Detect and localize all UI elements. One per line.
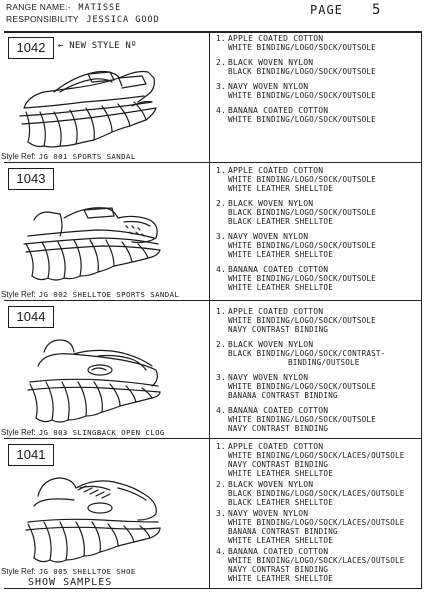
slingback-open-clog-sketch: [14, 330, 164, 426]
colourway-item: 1. APPLE COATED COTTON WHITE BINDING/LOGO/SOCK/OUTSOLE NAVY CONTRAST BINDING: [216, 307, 376, 334]
colourway-item: 3. NAVY WOVEN NYLON WHITE BINDING/LOGO/SOCK/LACES/OUTSOLE BANANA CONTRAST BINDING WHITE LEATHER SHELLTOE: [216, 509, 405, 545]
top-rule: [4, 31, 422, 33]
colourway-list: [216, 442, 421, 585]
style-ref: [1, 290, 179, 299]
style-ref: [1, 567, 136, 576]
colourway-item: 3. NAVY WOVEN NYLON WHITE BINDING/LOGO/SOCK/OUTSOLE: [216, 82, 376, 100]
row-divider-1: [4, 162, 422, 163]
colourway-item: 2. BLACK WOVEN NYLON BLACK BINDING/LOGO/SOCK/CONTRAST- BINDING/OUTSOLE: [216, 340, 386, 367]
range-name-row: [6, 2, 121, 14]
style-ref-value: JG 002 SHELLTOE SPORTS SANDAL: [38, 290, 180, 299]
style-number-box: 1044: [8, 306, 54, 328]
new-style-note: ← NEW STYLE Nº: [58, 41, 137, 51]
style-ref-label: Style Ref:: [1, 152, 36, 161]
range-name-label: RANGE NAME:-: [6, 2, 71, 12]
colourway-list: [216, 166, 421, 298]
colourway-item: 1. APPLE COATED COTTON WHITE BINDING/LOGO/SOCK/OUTSOLE: [216, 34, 376, 52]
style-ref: [1, 428, 165, 437]
colourway-item: 3. NAVY WOVEN NYLON WHITE BINDING/LOGO/SOCK/OUTSOLE WHITE LEATHER SHELLTOE: [216, 232, 376, 259]
style-ref-value: JG 005 SHELLTOE SHOE: [38, 567, 136, 576]
style-number-box: 1042: [8, 37, 54, 59]
responsibility-label: RESPONSIBILITY: [6, 14, 79, 24]
page-label: PAGE: [310, 3, 343, 17]
colourway-list: [216, 34, 421, 130]
style-ref-label: Style Ref:: [1, 428, 36, 437]
colourway-item: 2. BLACK WOVEN NYLON BLACK BINDING/LOGO/SOCK/LACES/OUTSOLE BLACK LEATHER SHELLTOE: [216, 480, 405, 507]
colourway-item: 4. BANANA COATED COTTON WHITE BINDING/LOGO/SOCK/OUTSOLE WHITE LEATHER SHELLTOE: [216, 265, 376, 292]
style-ref-value: JG 003 SLINGBACK OPEN CLOG: [38, 428, 165, 437]
style-number-box: 1043: [8, 168, 54, 190]
colourway-item: 4. BANANA COATED COTTON WHITE BINDING/LOGO/SOCK/OUTSOLE: [216, 106, 376, 124]
range-name-value: MATISSE: [78, 3, 122, 13]
shelltoe-shoe-sketch: [14, 466, 164, 564]
colourway-list: [216, 307, 421, 439]
sports-sandal-sketch: [14, 62, 164, 152]
responsibility-value: JESSICA GOOD: [86, 15, 160, 25]
row-divider-2: [4, 300, 422, 301]
style-ref-value: JG 001 SPORTS SANDAL: [38, 152, 136, 161]
bottom-rule: [4, 588, 422, 589]
right-border: [421, 31, 422, 589]
style-ref-label: Style Ref:: [1, 567, 36, 576]
column-divider: [209, 31, 210, 589]
page-number: 5: [372, 2, 381, 18]
responsibility-row: [6, 14, 160, 26]
colourway-item: 3. NAVY WOVEN NYLON WHITE BINDING/LOGO/SOCK/OUTSOLE BANANA CONTRAST BINDING: [216, 373, 376, 400]
colourway-item: 1. APPLE COATED COTTON WHITE BINDING/LOGO/SOCK/LACES/OUTSOLE NAVY CONTRAST BINDING WHITE LEATHER SHELLTOE: [216, 442, 405, 478]
colourway-item: 1. APPLE COATED COTTON WHITE BINDING/LOGO/SOCK/OUTSOLE WHITE LEATHER SHELLTOE: [216, 166, 376, 193]
style-ref-label: Style Ref:: [1, 290, 36, 299]
colourway-item: 2. BLACK WOVEN NYLON BLACK BINDING/LOGO/SOCK/OUTSOLE: [216, 58, 376, 76]
show-samples-note: SHOW SAMPLES: [28, 577, 113, 588]
style-number-box: 1041: [8, 444, 54, 466]
colourway-item: 4. BANANA COATED COTTON WHITE BINDING/LOGO/SOCK/LACES/OUTSOLE NAVY CONTRAST BINDING WHITE LEATHER SHELLTOE: [216, 547, 405, 583]
shelltoe-sports-sandal-sketch: [14, 196, 164, 286]
colourway-item: 4. BANANA COATED COTTON WHITE BINDING/LOGO/SOCK/OUTSOLE NAVY CONTRAST BINDING: [216, 406, 376, 433]
colourway-item: 2. BLACK WOVEN NYLON BLACK BINDING/LOGO/SOCK/OUTSOLE BLACK LEATHER SHELLTOE: [216, 199, 376, 226]
style-ref: [1, 152, 136, 161]
